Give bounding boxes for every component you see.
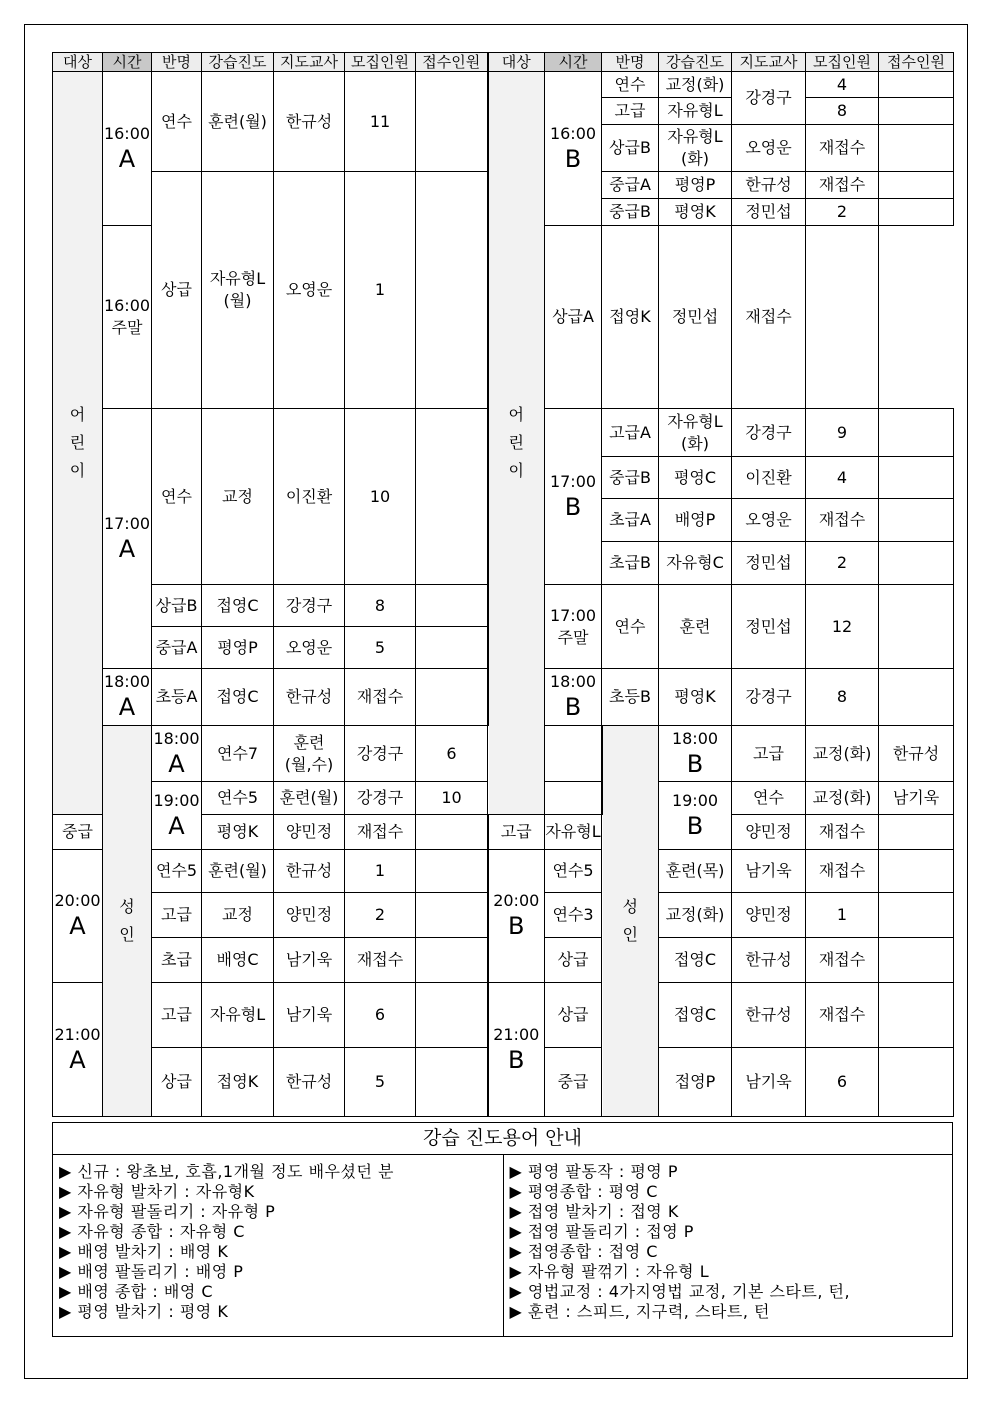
progress: 접영C	[202, 669, 274, 726]
progress: 자유형L	[202, 983, 274, 1048]
applied	[879, 585, 954, 669]
teacher: 양민정	[274, 893, 345, 938]
progress: 자유형L (화)	[659, 125, 732, 172]
applied	[879, 542, 954, 585]
header-cell: 반명	[152, 53, 202, 72]
progress: 접영C	[202, 585, 274, 627]
progress: 훈련(월)	[202, 72, 274, 172]
quota: 8	[345, 585, 416, 627]
progress: 평영K	[659, 199, 732, 226]
progress: 배영C	[202, 938, 274, 983]
header-cell: 강습진도	[202, 53, 274, 72]
quota: 4	[806, 72, 879, 98]
quota: 재접수	[732, 226, 806, 409]
progress: 교정(화)	[659, 72, 732, 98]
teacher: 강경구	[732, 669, 806, 726]
class-name: 상급	[545, 983, 602, 1048]
progress: 훈련(월)	[202, 850, 274, 893]
teacher: 오영운	[732, 499, 806, 542]
class-name: 초급A	[602, 499, 659, 542]
class-name: 고급	[488, 815, 545, 850]
progress: 평영K	[202, 815, 274, 850]
class-name: 초등A	[152, 669, 202, 726]
class-name: 고급	[152, 983, 202, 1048]
group-label-adults: 성 인	[602, 726, 659, 1117]
teacher: 이진환	[274, 409, 345, 585]
time-slot: 16:00 B	[545, 72, 602, 226]
table-row	[53, 850, 954, 893]
progress: 평영K	[659, 669, 732, 726]
applied	[416, 627, 488, 669]
teacher: 오영운	[274, 627, 345, 669]
class-name: 고급	[602, 98, 659, 125]
progress: 교정(화)	[806, 726, 879, 782]
quota: 4	[806, 457, 879, 499]
quota: 2	[806, 199, 879, 226]
progress: 자유형L (월)	[202, 172, 274, 409]
teacher: 한규성	[732, 938, 806, 983]
time-slot: 17:00 A	[103, 409, 152, 669]
progress: 자유형L (화)	[659, 409, 732, 457]
teacher: 정민섭	[659, 226, 732, 409]
guide-item: ▶ 접영 팔돌리기 : 접영 P	[509, 1222, 694, 1241]
class-name: 초급B	[602, 542, 659, 585]
teacher: 양민정	[274, 815, 345, 850]
applied	[806, 226, 879, 409]
quota: 1	[806, 893, 879, 938]
teacher: 오영운	[274, 172, 345, 409]
applied	[879, 125, 954, 172]
class-name: 상급B	[602, 125, 659, 172]
teacher: 한규성	[879, 726, 954, 782]
progress: 자유형C	[659, 542, 732, 585]
quota: 8	[806, 98, 879, 125]
guide-column-right	[503, 1155, 953, 1336]
progress: 교정(화)	[659, 893, 732, 938]
guide-item: ▶ 배영 종합 : 배영 C	[59, 1282, 214, 1301]
guide-column-left	[53, 1155, 503, 1336]
class-name: 연수3	[545, 893, 602, 938]
guide-item: ▶ 자유형 발차기 : 자유형K	[59, 1182, 255, 1201]
applied	[879, 72, 954, 98]
header-cell: 접수인원	[879, 53, 954, 72]
schedule-table	[52, 52, 954, 1117]
time-slot: 17:00 주말	[545, 585, 602, 669]
guide-item: ▶ 훈련 : 스피드, 지구력, 스타트, 턴	[509, 1302, 770, 1321]
quota: 재접수	[806, 125, 879, 172]
header-cell: 대상	[53, 53, 103, 72]
progress: 교정	[202, 893, 274, 938]
class-name: 연수5	[202, 782, 274, 815]
applied	[879, 98, 954, 125]
progress: 자유형L	[545, 815, 602, 850]
quota: 재접수	[806, 983, 879, 1048]
applied	[545, 782, 602, 815]
guide-item: ▶ 평영 팔동작 : 평영 P	[509, 1162, 678, 1181]
guide-item: ▶ 배영 발차기 : 배영 K	[59, 1242, 229, 1261]
time-slot: 18:00 A	[103, 669, 152, 726]
progress: 훈련	[659, 585, 732, 669]
class-name: 중급	[53, 815, 103, 850]
quota: 재접수	[345, 938, 416, 983]
teacher: 강경구	[345, 726, 416, 782]
teacher: 한규성	[274, 1048, 345, 1117]
teacher: 한규성	[274, 850, 345, 893]
table-row	[53, 983, 954, 1048]
quota: 8	[806, 669, 879, 726]
header-cell: 지도교사	[274, 53, 345, 72]
class-name: 연수5	[545, 850, 602, 893]
time-slot: 19:00 B	[659, 782, 732, 850]
progress: 훈련 (월,수)	[274, 726, 345, 782]
quota: 재접수	[345, 669, 416, 726]
class-name: 고급A	[602, 409, 659, 457]
quota: 6	[806, 1048, 879, 1117]
applied	[879, 669, 954, 726]
quota: 5	[345, 1048, 416, 1117]
quota: 재접수	[806, 850, 879, 893]
quota: 11	[345, 72, 416, 172]
progress: 교정(화)	[806, 782, 879, 815]
quota: 12	[806, 585, 879, 669]
teacher: 강경구	[732, 409, 806, 457]
applied	[879, 499, 954, 542]
header-row	[53, 53, 954, 72]
teacher: 강경구	[345, 782, 416, 815]
header-cell: 모집인원	[806, 53, 879, 72]
time-slot: 16:00 주말	[103, 226, 152, 409]
quota: 6	[345, 983, 416, 1048]
guide-item: ▶ 평영 발차기 : 평영 K	[59, 1302, 229, 1321]
class-name: 초등B	[602, 669, 659, 726]
applied	[879, 850, 954, 893]
class-name: 고급	[152, 893, 202, 938]
quota: 재접수	[806, 815, 879, 850]
class-name: 상급B	[152, 585, 202, 627]
applied	[879, 199, 954, 226]
time-slot: 20:00 A	[53, 850, 103, 983]
table-row	[53, 72, 954, 98]
guide-item: ▶ 평영종합 : 평영 C	[509, 1182, 658, 1201]
guide-box	[52, 1154, 953, 1337]
applied	[879, 1048, 954, 1117]
applied	[879, 172, 954, 199]
applied	[545, 726, 602, 782]
class-name: 초급	[152, 938, 202, 983]
quota: 5	[345, 627, 416, 669]
progress: 접영C	[659, 938, 732, 983]
class-name: 연수	[602, 72, 659, 98]
quota: 재접수	[806, 938, 879, 983]
class-name: 연수5	[152, 850, 202, 893]
time-slot: 18:00 A	[152, 726, 202, 782]
progress: 평영C	[659, 457, 732, 499]
teacher: 오영운	[732, 125, 806, 172]
quota: 6	[416, 726, 488, 782]
progress: 접영K	[202, 1048, 274, 1117]
header-cell: 접수인원	[416, 53, 488, 72]
applied	[879, 815, 954, 850]
teacher: 정민섭	[732, 542, 806, 585]
teacher: 한규성	[732, 983, 806, 1048]
class-name: 상급	[152, 172, 202, 409]
teacher: 한규성	[732, 172, 806, 199]
applied	[416, 983, 488, 1048]
applied	[416, 1048, 488, 1117]
teacher: 강경구	[274, 585, 345, 627]
header-cell: 강습진도	[659, 53, 732, 72]
class-name: 연수	[602, 585, 659, 669]
class-name: 중급B	[602, 457, 659, 499]
guide-item: ▶ 자유형 팔꺾기 : 자유형 L	[509, 1262, 710, 1281]
teacher: 정민섭	[732, 199, 806, 226]
group-label-adults: 성 인	[103, 726, 152, 1117]
applied	[416, 893, 488, 938]
class-name: 상급	[152, 1048, 202, 1117]
progress: 접영P	[659, 1048, 732, 1117]
applied	[416, 172, 488, 409]
applied	[416, 850, 488, 893]
group-label-children: 어 린 이	[53, 72, 103, 815]
teacher: 남기욱	[732, 850, 806, 893]
teacher: 남기욱	[274, 983, 345, 1048]
header-cell: 모집인원	[345, 53, 416, 72]
quota: 10	[345, 409, 416, 585]
quota: 2	[806, 542, 879, 585]
class-name: 연수	[152, 409, 202, 585]
applied	[416, 72, 488, 172]
class-name: 중급A	[602, 172, 659, 199]
progress: 평영P	[202, 627, 274, 669]
progress: 교정	[202, 409, 274, 585]
class-name: 연수	[152, 72, 202, 172]
teacher: 강경구	[732, 72, 806, 125]
applied	[879, 457, 954, 499]
teacher: 양민정	[732, 815, 806, 850]
time-slot: 18:00 B	[545, 669, 602, 726]
applied	[416, 815, 488, 850]
guide-item: ▶ 영법교정 : 4가지영법 교정, 기본 스타트, 턴,	[509, 1282, 851, 1301]
quota: 1	[345, 172, 416, 409]
applied	[416, 585, 488, 627]
class-name: 고급	[732, 726, 806, 782]
progress: 훈련(월)	[274, 782, 345, 815]
progress: 배영P	[659, 499, 732, 542]
guide-item: ▶ 배영 팔돌리기 : 배영 P	[59, 1262, 244, 1281]
quota: 재접수	[345, 815, 416, 850]
applied	[416, 938, 488, 983]
quota: 1	[345, 850, 416, 893]
applied	[879, 893, 954, 938]
teacher: 양민정	[732, 893, 806, 938]
class-name: 중급	[545, 1048, 602, 1117]
guide-item: ▶ 자유형 팔돌리기 : 자유형 P	[59, 1202, 276, 1221]
teacher: 이진환	[732, 457, 806, 499]
header-cell: 반명	[602, 53, 659, 72]
time-slot: 20:00 B	[488, 850, 545, 983]
class-name: 상급	[545, 938, 602, 983]
group-label-children: 어 린 이	[488, 72, 545, 815]
progress: 훈련(목)	[659, 850, 732, 893]
guide-title: 강습 진도용어 안내	[52, 1122, 953, 1154]
quota: 재접수	[806, 172, 879, 199]
class-name: 중급A	[152, 627, 202, 669]
class-name: 연수	[732, 782, 806, 815]
class-name: 상급A	[545, 226, 602, 409]
guide-item: ▶ 접영종합 : 접영 C	[509, 1242, 658, 1261]
class-name: 연수7	[202, 726, 274, 782]
time-slot: 17:00 B	[545, 409, 602, 585]
quota: 2	[345, 893, 416, 938]
header-cell: 시간	[103, 53, 152, 72]
progress: 자유형L	[659, 98, 732, 125]
applied	[416, 669, 488, 726]
teacher: 정민섭	[732, 585, 806, 669]
guide-item: ▶ 자유형 종합 : 자유형 C	[59, 1222, 245, 1241]
teacher: 남기욱	[879, 782, 954, 815]
teacher: 남기욱	[732, 1048, 806, 1117]
time-slot: 21:00 B	[488, 983, 545, 1117]
header-cell: 대상	[488, 53, 545, 72]
class-name: 중급B	[602, 199, 659, 226]
teacher: 한규성	[274, 669, 345, 726]
guide-item: ▶ 신규 : 왕초보, 호흡,1개월 정도 배우셨던 분	[59, 1162, 394, 1181]
progress: 접영C	[659, 983, 732, 1048]
time-slot: 19:00 A	[152, 782, 202, 850]
header-cell: 시간	[545, 53, 602, 72]
applied	[879, 983, 954, 1048]
teacher: 남기욱	[274, 938, 345, 983]
time-slot: 21:00 A	[53, 983, 103, 1117]
header-cell: 지도교사	[732, 53, 806, 72]
progress: 평영P	[659, 172, 732, 199]
guide-item: ▶ 접영 발차기 : 접영 K	[509, 1202, 679, 1221]
applied	[879, 938, 954, 983]
quota: 재접수	[806, 499, 879, 542]
quota: 9	[806, 409, 879, 457]
applied	[879, 409, 954, 457]
time-slot: 18:00 B	[659, 726, 732, 782]
teacher: 한규성	[274, 72, 345, 172]
quota: 10	[416, 782, 488, 815]
progress: 접영K	[602, 226, 659, 409]
applied	[416, 409, 488, 585]
time-slot: 16:00 A	[103, 72, 152, 226]
